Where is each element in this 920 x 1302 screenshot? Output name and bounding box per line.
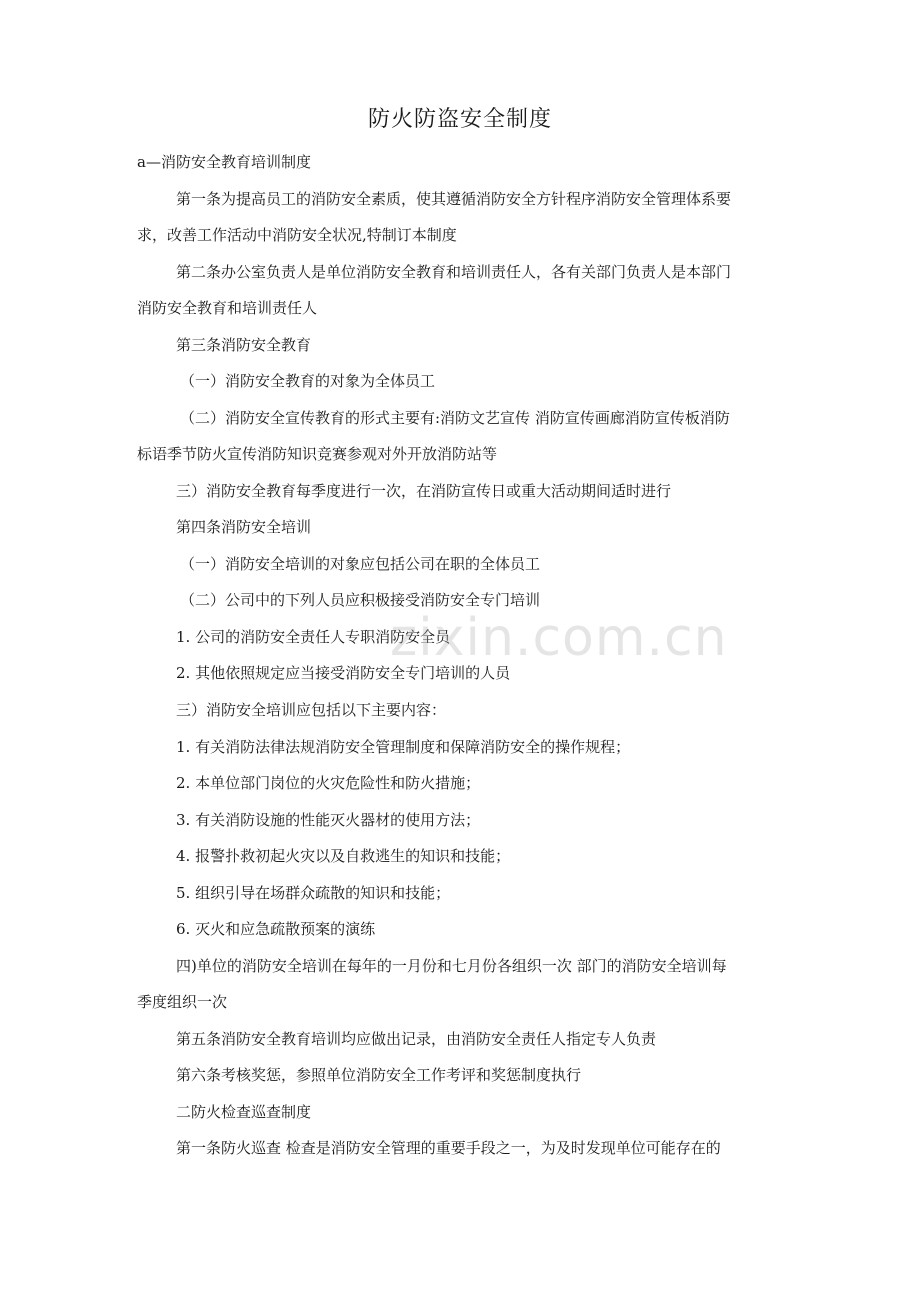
section-heading: a—消防安全教育培训制度 <box>137 153 311 171</box>
list-item: 三）消防安全教育每季度进行一次，在消防宣传日或重大活动期间适时进行 <box>176 482 672 500</box>
paragraph-line: 标语季节防火宣传消防知识竞赛参观对外开放消防站等 <box>137 445 498 463</box>
paragraph-line: 第一条为提高员工的消防安全素质，使其遵循消防安全方针程序消防安全管理体系要 <box>176 190 732 208</box>
paragraph-line: 第六条考核奖惩，参照单位消防安全工作考评和奖惩制度执行 <box>176 1066 582 1084</box>
paragraph-line: 第二条办公室负责人是单位消防安全教育和培训责任人，各有关部门负责人是本部门 <box>176 263 732 281</box>
document-title: 防火防盗安全制度 <box>367 107 552 132</box>
paragraph-line: 求，改善工作活动中消防安全状况,特制订本制度 <box>137 226 457 244</box>
article-heading: 第四条消防安全培训 <box>176 518 312 536</box>
list-item: （二）公司中的下列人员应积极接受消防安全专门培训 <box>180 591 541 609</box>
watermark: zixin.com.cn <box>390 608 728 668</box>
section-heading: 二防火检查巡查制度 <box>176 1103 312 1121</box>
paragraph-line: 四)单位的消防安全培训在每年的一月份和七月份各组织一次 部门的消防安全培训每 <box>176 957 727 975</box>
list-item: 1. 公司的消防安全责任人专职消防安全员 <box>176 628 451 646</box>
list-item: 2. 本单位部门岗位的火灾危险性和防火措施； <box>176 774 481 792</box>
list-item: 1. 有关消防法律法规消防安全管理制度和保障消防安全的操作规程； <box>176 738 631 756</box>
list-item: 3. 有关消防设施的性能灭火器材的使用方法； <box>176 811 481 829</box>
list-item: （一）消防安全培训的对象应包括公司在职的全体员工 <box>180 555 541 573</box>
list-item: 2. 其他依照规定应当接受消防安全专门培训的人员 <box>176 664 511 682</box>
article-heading: 第三条消防安全教育 <box>176 336 312 354</box>
list-item: （一）消防安全教育的对象为全体员工 <box>180 372 436 390</box>
paragraph-line: 消防安全教育和培训责任人 <box>137 299 318 317</box>
list-item: 三）消防安全培训应包括以下主要内容： <box>176 701 447 719</box>
paragraph-line: 季度组织一次 <box>137 993 228 1011</box>
list-item: （二）消防安全宣传教育的形式主要有:消防文艺宣传 消防宣传画廊消防宣传板消防 <box>180 409 730 427</box>
paragraph-line: 第一条防火巡查 检查是消防安全管理的重要手段之一，为及时发现单位可能存在的 <box>176 1139 721 1157</box>
list-item: 4. 报警扑救初起火灾以及自救逃生的知识和技能； <box>176 847 511 865</box>
list-item: 6. 灭火和应急疏散预案的演练 <box>176 920 376 938</box>
paragraph-line: 第五条消防安全教育培训均应做出记录，由消防安全责任人指定专人负责 <box>176 1030 657 1048</box>
list-item: 5. 组织引导在场群众疏散的知识和技能； <box>176 884 451 902</box>
